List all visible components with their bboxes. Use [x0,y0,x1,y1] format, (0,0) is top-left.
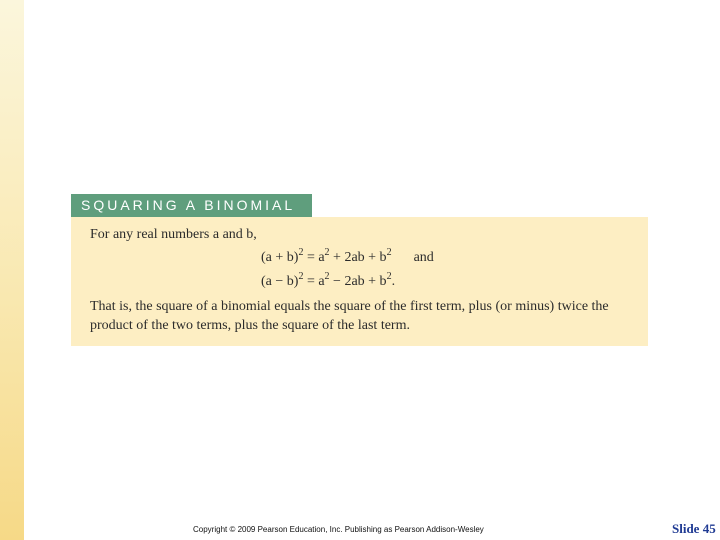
eq2-exp3: 2 [386,271,392,282]
eq2-mid2: − 2ab + b [329,274,387,289]
eq2-exp1: 2 [298,271,304,282]
eq2-exp2: 2 [324,271,330,282]
box-title: SQUARING A BINOMIAL [71,194,312,217]
eq1-mid2: + 2ab + b [329,250,387,265]
eq2-lhs: (a − b) [261,274,299,289]
left-decorative-bar [0,0,24,540]
copyright-footer: Copyright © 2009 Pearson Education, Inc. Publishing as Pearson Addison-Wesley [193,525,484,534]
equation-sum-square [261,247,434,266]
eq1-exp3: 2 [386,247,392,258]
eq1-exp1: 2 [298,247,304,258]
summary-text: That is, the square of a binomial equals the square of the first term, plus (or minus) twice the product of the two terms, plus the square of the last term. [90,299,609,333]
equation-difference-square [261,271,396,290]
eq1-mid: = a [303,250,325,265]
intro-text: For any real numbers a and b, [90,227,257,242]
definition-box [71,217,648,346]
eq2-tail: . [391,274,396,289]
eq1-tail: and [413,250,434,265]
slide-number: Slide 45 [672,521,716,536]
eq2-mid: = a [303,274,325,289]
eq1-lhs: (a + b) [261,250,299,265]
eq1-exp2: 2 [324,247,330,258]
